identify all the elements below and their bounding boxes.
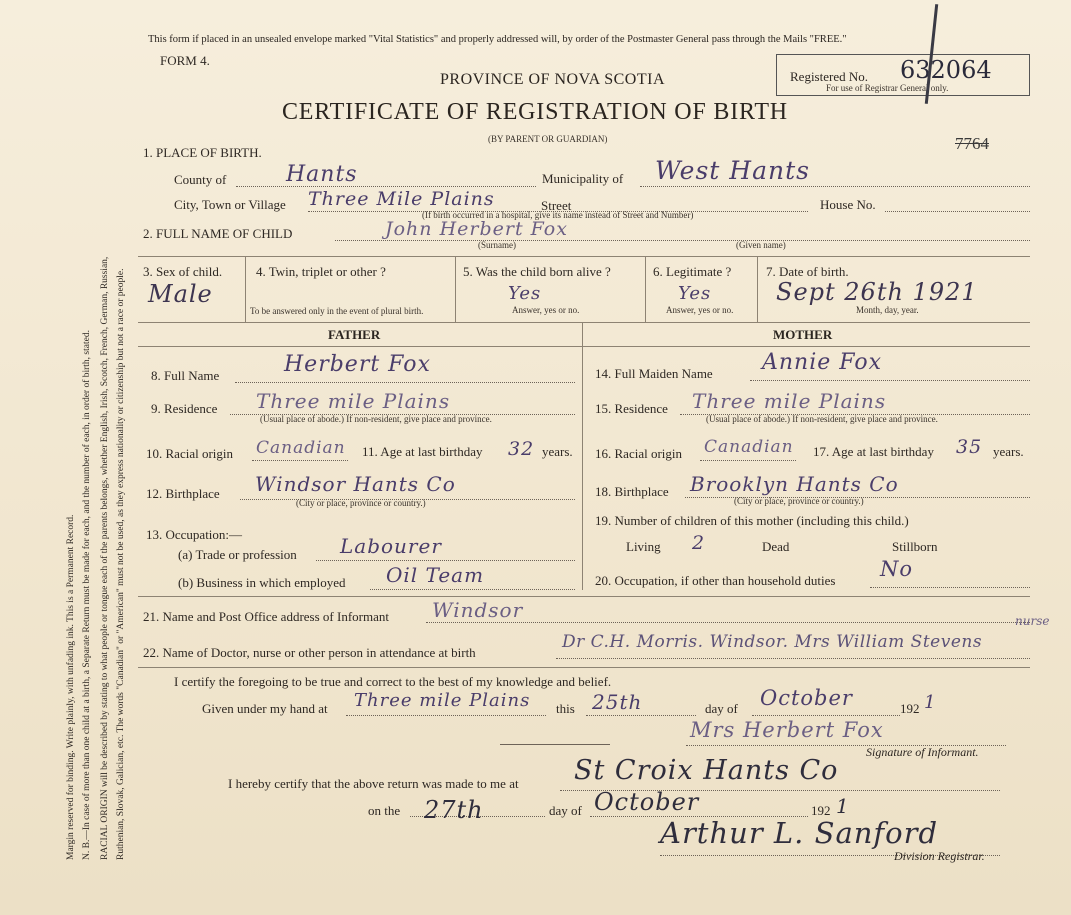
form-number: FORM 4. bbox=[160, 53, 210, 68]
col-rule bbox=[757, 256, 758, 322]
day-line bbox=[586, 715, 696, 716]
dead-label: Dead bbox=[762, 539, 790, 554]
mother-occupation-line bbox=[870, 587, 1030, 588]
twin-label: 4. Twin, triplet or other ? bbox=[256, 264, 386, 279]
father-trade-value: Labourer bbox=[340, 534, 442, 558]
father-heading: FATHER bbox=[328, 327, 381, 342]
given-month-value: October bbox=[760, 686, 853, 710]
mail-notice: This form if placed in an unsealed envelope marked "Vital Statistics" and properly addressed will, by order of the Postmaster General pass through the Mails "FREE." bbox=[148, 34, 847, 45]
given-day-value: 25th bbox=[592, 690, 643, 714]
mother-birthplace-note: (City or place, province or country.) bbox=[734, 496, 864, 506]
father-name-line bbox=[235, 382, 575, 383]
sex-label: 3. Sex of child. bbox=[143, 264, 223, 279]
street-label: Street bbox=[541, 198, 572, 213]
registrar-signature: Arthur L. Sanford bbox=[660, 816, 939, 850]
father-name-label: 8. Full Name bbox=[151, 368, 220, 383]
father-birthplace-value: Windsor Hants Co bbox=[255, 472, 456, 496]
county-value: Hants bbox=[286, 162, 358, 187]
father-business-value: Oil Team bbox=[386, 563, 485, 587]
province-heading: PROVINCE OF NOVA SCOTIA bbox=[440, 71, 666, 88]
mother-name-value: Annie Fox bbox=[762, 350, 882, 375]
signature-rule bbox=[500, 744, 610, 745]
attendant-value: Dr C.H. Morris. Windsor. Mrs William Stevens bbox=[562, 632, 983, 652]
stillborn-label: Stillborn bbox=[892, 539, 938, 554]
month-line bbox=[752, 715, 900, 716]
child-name-label: 2. FULL NAME OF CHILD bbox=[143, 226, 293, 241]
house-no-label: House No. bbox=[820, 197, 876, 212]
row-rule bbox=[138, 596, 1030, 597]
living-value: 2 bbox=[692, 532, 706, 554]
legitimate-value: Yes bbox=[678, 283, 712, 304]
legitimate-note: Answer, yes or no. bbox=[666, 305, 734, 315]
county-line bbox=[236, 186, 536, 187]
registrar-dayof-label: day of bbox=[549, 803, 582, 818]
mother-residence-label: 15. Residence bbox=[595, 401, 668, 416]
given-place-value: Three mile Plains bbox=[354, 690, 531, 711]
house-line bbox=[885, 211, 1030, 212]
place-of-birth-label: 1. PLACE OF BIRTH. bbox=[143, 145, 262, 160]
on-the-label: on the bbox=[368, 803, 401, 818]
row-rule bbox=[138, 667, 1030, 668]
registered-number: 632064 bbox=[900, 56, 992, 84]
mother-years: years. bbox=[993, 444, 1024, 459]
father-residence-note: (Usual place of abode.) If non-resident, give place and province. bbox=[260, 414, 492, 424]
margin-note-binding: Margin reserved for binding. Write plainly, with unfading ink. This is a Permanent Record. bbox=[66, 514, 76, 860]
father-racial-value: Canadian bbox=[256, 438, 346, 458]
informant-label: 21. Name and Post Office address of Informant bbox=[143, 609, 389, 624]
child-name-line bbox=[335, 240, 1030, 241]
given-name-note: (Given name) bbox=[736, 240, 786, 250]
registrar-statement: I hereby certify that the above return was made to me at bbox=[228, 776, 519, 791]
registrar-year-suffix: 1 bbox=[836, 794, 850, 818]
row-rule bbox=[138, 322, 1030, 323]
municipality-value: West Hants bbox=[655, 156, 810, 185]
mother-age-label: 17. Age at last birthday bbox=[813, 444, 934, 459]
col-rule bbox=[645, 256, 646, 322]
father-trade-label: (a) Trade or profession bbox=[178, 547, 297, 562]
informant-signature: Mrs Herbert Fox bbox=[690, 718, 884, 742]
registrar-year-prefix: 192 bbox=[811, 803, 831, 818]
given-year-prefix: 192 bbox=[900, 701, 920, 716]
alive-value: Yes bbox=[508, 283, 542, 304]
date-value: Sept 26th 1921 bbox=[776, 278, 978, 306]
father-business-label: (b) Business in which employed bbox=[178, 575, 346, 590]
col-rule bbox=[245, 256, 246, 322]
sex-value: Male bbox=[148, 280, 213, 308]
father-years: years. bbox=[542, 444, 573, 459]
given-under-label: Given under my hand at bbox=[202, 701, 328, 716]
mother-residence-value: Three mile Plains bbox=[692, 389, 887, 413]
center-rule bbox=[582, 322, 583, 590]
mother-racial-line bbox=[700, 460, 796, 461]
mother-heading: MOTHER bbox=[773, 327, 833, 342]
father-racial-line bbox=[252, 460, 348, 461]
father-trade-line bbox=[316, 560, 575, 561]
informant-signature-caption: Signature of Informant. bbox=[866, 745, 979, 759]
father-age-label: 11. Age at last birthday bbox=[362, 444, 483, 459]
mother-age-value: 35 bbox=[956, 436, 983, 458]
city-label: City, Town or Village bbox=[174, 197, 286, 212]
father-birthplace-note: (City or place, province or country.) bbox=[296, 498, 426, 508]
mother-birthplace-label: 18. Birthplace bbox=[595, 484, 669, 499]
father-residence-value: Three mile Plains bbox=[256, 389, 451, 413]
margin-note-racial-2: Ruthenian, Slovak, Galician, etc. The words "Canadian" or "American" must not be used, as they express nationality or citizenship but not a race or people. bbox=[116, 268, 126, 860]
father-name-value: Herbert Fox bbox=[284, 352, 431, 377]
dayof-label: day of bbox=[705, 701, 738, 716]
municipality-line bbox=[640, 186, 1030, 187]
father-birthplace-label: 12. Birthplace bbox=[146, 486, 220, 501]
father-age-value: 32 bbox=[508, 438, 535, 460]
attendant-nurse: nurse bbox=[1015, 614, 1050, 628]
registrar-place-value: St Croix Hants Co bbox=[574, 755, 839, 786]
city-value: Three Mile Plains bbox=[308, 188, 495, 210]
hospital-note: (If birth occurred in a hospital, give its name instead of Street and Number) bbox=[422, 210, 694, 220]
corner-number: 7764 bbox=[955, 134, 989, 153]
mother-occupation-value: No bbox=[880, 557, 914, 581]
father-residence-label: 9. Residence bbox=[151, 401, 218, 416]
children-count-label: 19. Number of children of this mother (including this child.) bbox=[595, 513, 909, 528]
page-subtitle: (BY PARENT OR GUARDIAN) bbox=[488, 134, 608, 144]
twin-note: To be answered only in the event of plural birth. bbox=[250, 306, 424, 316]
mother-racial-value: Canadian bbox=[704, 437, 794, 457]
col-rule bbox=[455, 256, 456, 322]
registrar-month-value: October bbox=[594, 788, 700, 816]
alive-note: Answer, yes or no. bbox=[512, 305, 580, 315]
given-year-suffix: 1 bbox=[924, 692, 937, 713]
attendant-line bbox=[556, 658, 1030, 659]
informant-line bbox=[426, 622, 1030, 623]
father-occupation-label: 13. Occupation:— bbox=[146, 527, 243, 542]
legitimate-label: 6. Legitimate ? bbox=[653, 264, 732, 279]
living-label: Living bbox=[626, 539, 661, 554]
registered-label: Registered No. bbox=[790, 69, 868, 84]
father-racial-label: 10. Racial origin bbox=[146, 446, 234, 461]
alive-label: 5. Was the child born alive ? bbox=[463, 264, 611, 279]
row-rule bbox=[138, 346, 1030, 347]
surname-note: (Surname) bbox=[478, 240, 516, 250]
mother-name-label: 14. Full Maiden Name bbox=[595, 366, 713, 381]
margin-note-nb: N. B.—In case of more than one child at a birth, a Separate Return must be made for each, and the number of each, in order of birth, stated. bbox=[82, 330, 92, 860]
mother-occupation-label: 20. Occupation, if other than household duties bbox=[595, 573, 836, 588]
margin-note-racial: RACIAL ORIGIN will be described by stating to what people or tongue each of the parents belongs, whether English, Irish, Scotch, French, German, Russian, bbox=[100, 256, 110, 860]
given-place-line bbox=[346, 715, 546, 716]
this-label: this bbox=[556, 701, 575, 716]
attendant-label: 22. Name of Doctor, nurse or other person in attendance at birth bbox=[143, 645, 476, 660]
page-title: CERTIFICATE OF REGISTRATION OF BIRTH bbox=[282, 99, 788, 125]
certify-statement: I certify the foregoing to be true and correct to the best of my knowledge and belief. bbox=[174, 674, 612, 689]
row-rule bbox=[138, 256, 1030, 257]
date-label: 7. Date of birth. bbox=[766, 264, 849, 279]
registrar-day-value: 27th bbox=[424, 796, 484, 824]
father-business-line bbox=[370, 589, 575, 590]
date-note: Month, day, year. bbox=[856, 305, 919, 315]
mother-birthplace-value: Brooklyn Hants Co bbox=[690, 472, 899, 496]
child-name-value: John Herbert Fox bbox=[385, 218, 568, 240]
mother-residence-note: (Usual place of abode.) If non-resident, give place and province. bbox=[706, 414, 938, 424]
county-label: County of bbox=[174, 172, 227, 187]
municipality-label: Municipality of bbox=[542, 171, 624, 186]
mother-racial-label: 16. Racial origin bbox=[595, 446, 683, 461]
registrar-caption: Division Registrar. bbox=[894, 849, 985, 863]
mother-name-line bbox=[750, 380, 1030, 381]
registered-note: For use of Registrar General only. bbox=[826, 83, 949, 93]
informant-value: Windsor bbox=[432, 598, 524, 622]
